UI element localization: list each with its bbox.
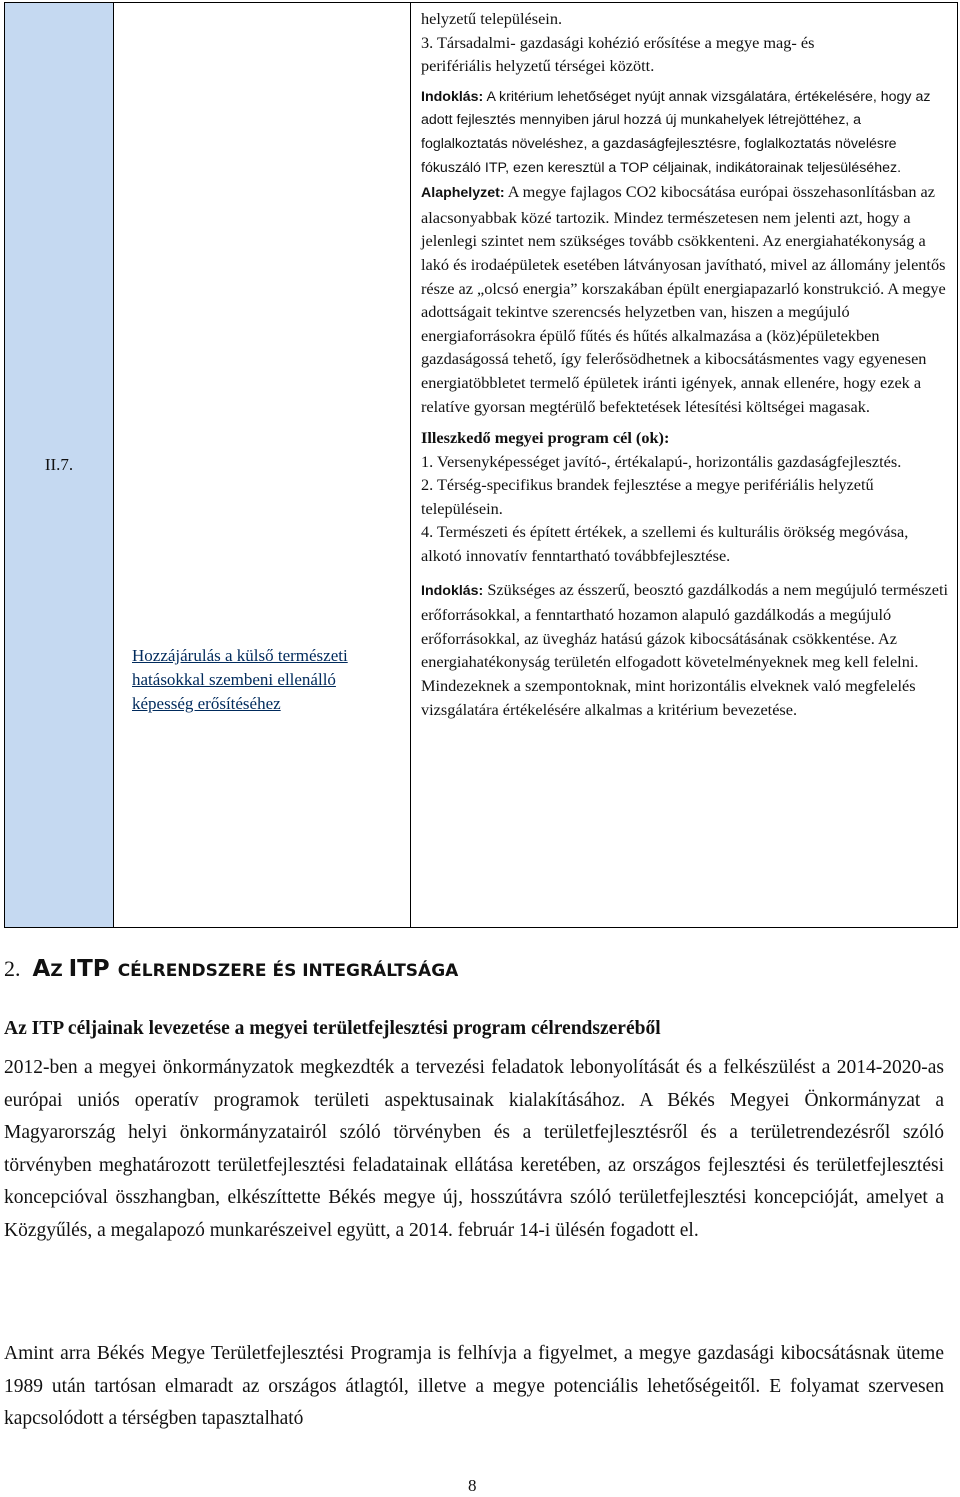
program-item: 4. Természeti és épített értékek, a szellemi és kulturális örökség megóvása, alkotó innovatív fenntartható továbbfejlesztése. xyxy=(421,522,909,566)
program-item: 1. Versenyképességet javító-, értékalapú-, horizontális gazdaságfejlesztés. xyxy=(421,451,902,471)
subheading: Az ITP céljainak levezetése a megyei területfejlesztési program célrendszeréből xyxy=(4,1018,661,1039)
program-item: 2. Térség-specifikus brandek fejlesztése a megye perifériális helyzetű településein. xyxy=(421,475,874,518)
section-title-itp: ITP xyxy=(68,956,118,982)
program-label: Illeszkedő megyei program cél (ok): xyxy=(421,428,670,448)
alaphelyzet-label: Alaphelyzet: xyxy=(421,185,505,202)
row-number: II.7. xyxy=(44,455,74,474)
content-line: helyzetű településein. xyxy=(421,9,563,28)
indoklas-paragraph-2 xyxy=(421,578,949,722)
criteria-table xyxy=(4,2,958,928)
content-line: 3. Társadalmi- gazdasági kohézió erősítése a megye mag- és xyxy=(421,32,815,52)
table-row xyxy=(5,3,958,928)
alaphelyzet-paragraph xyxy=(421,180,949,418)
indoklas-paragraph-1 xyxy=(421,86,949,180)
section-title-z: Z xyxy=(50,961,69,981)
section-title-rest: CÉLRENDSZERE ÉS INTEGRÁLTSÁGA xyxy=(117,961,459,981)
section-title-a: A xyxy=(32,956,51,982)
content-cell xyxy=(411,3,958,928)
section-number: 2. xyxy=(4,956,21,981)
indoklas-text: Szükséges az ésszerű, beosztó gazdálkodás a nem megújuló természeti erőforrásokkal, a fenntartható hozamon alapuló gazdálkodás a megújuló erőforrásokkal, az üvegház hatású gázok kibocsátásának csökkentése. Az energiahatékonyság területén elfogadott követelményeknek meg kell felelni. Mindezeknek a szempontoknak, mint horizontális elveknek való megfelelés vizsgálatára értékelésére alkalmas a kritérium bevezetése. xyxy=(421,579,949,719)
row-number-cell xyxy=(5,3,114,928)
content-line: perifériális helyzetű térségei között. xyxy=(421,56,655,76)
body-paragraph-2: Amint arra Békés Megye Területfejlesztési Programja is felhívja a figyelmet, a megye gazdasági kibocsátásnak üteme 1989 után tartósan elmaradt az országos átlagtól, illetve a megye potenciális lehetőségeitől. E folyamat szervesen kapcsolódott a térségben tapasztalható xyxy=(4,1343,944,1429)
criterion-title: Hozzájárulás a külső természeti hatásokkal szembeni ellenálló képesség erősítéséhez xyxy=(132,646,348,713)
indoklas-text: A kritérium lehetőséget nyújt annak vizsgálatára, értékelésére, hogy az adott fejlesztés mennyiben járul hozzá új munkahelyek létrejöttéhez, a foglalkoztatás növeléshez, a gazdaságfejlesztésre, foglalkoztatás növelésre fókuszáló ITP, ezen keresztül a TOP céljainak, indikátorainak teljesüléséhez. xyxy=(421,88,931,176)
page-number: 8 xyxy=(468,1476,477,1495)
alaphelyzet-text: A megye fajlagos CO2 kibocsátása európai összehasonlításban az alacsonyabbak közé tartozik. Mindez természetesen nem jelenti azt, hogy a jelenlegi szintet nem szükséges tovább csökkenteni. Az energiahatékonyság a lakó és irodaépületek esetében látványosan javítható, mivel az állomány jelentős része az „olcsó energia” korszakában épült energiapazarló konstrukció. A megye adottságait tekintve szerencsés helyzetben van, hiszen a megújuló energiaforrásokra épülő fűtés és hűtés alkalmazása a (köz)épületekben gazdaságossá tehető, így felerősödhetnek a kibocsátásmentes vagy egyenesen energiatöbbletet termelő épületek iránti igények, annak ellenére, hogy ezek a relatíve gyorsan megtérülő befektetések létesítési költségei magasak. xyxy=(421,182,946,416)
section-heading xyxy=(4,956,458,982)
indoklas-label: Indoklás: xyxy=(421,88,484,105)
body-paragraph-1: 2012-ben a megyei önkormányzatok megkezdték a tervezési feladatok lebonyolítását és a felkészülést a 2014-2020-as európai uniós operatív programok területi aspektusainak kialakításához. A Békés Megyei Önkormányzat a Magyarország helyi önkormányzatairól szóló törvényben és a területfejlesztésről és a területrendezésről szóló törvényben meghatározott területfejlesztési feladatainak ellátása keretében, az országos fejlesztési és területfejlesztési koncepcióval összhangban, elkészíttette Békés megye új, hosszútávra szóló területfejlesztési koncepcióját, amelyet a Közgyűlés, a megalapozó munkarészeivel együtt, a 2014. február 14-i ülésén fogadott el. xyxy=(4,1057,944,1241)
content-block xyxy=(411,3,957,721)
indoklas-label: Indoklás: xyxy=(421,582,484,599)
criterion-cell xyxy=(114,3,411,928)
